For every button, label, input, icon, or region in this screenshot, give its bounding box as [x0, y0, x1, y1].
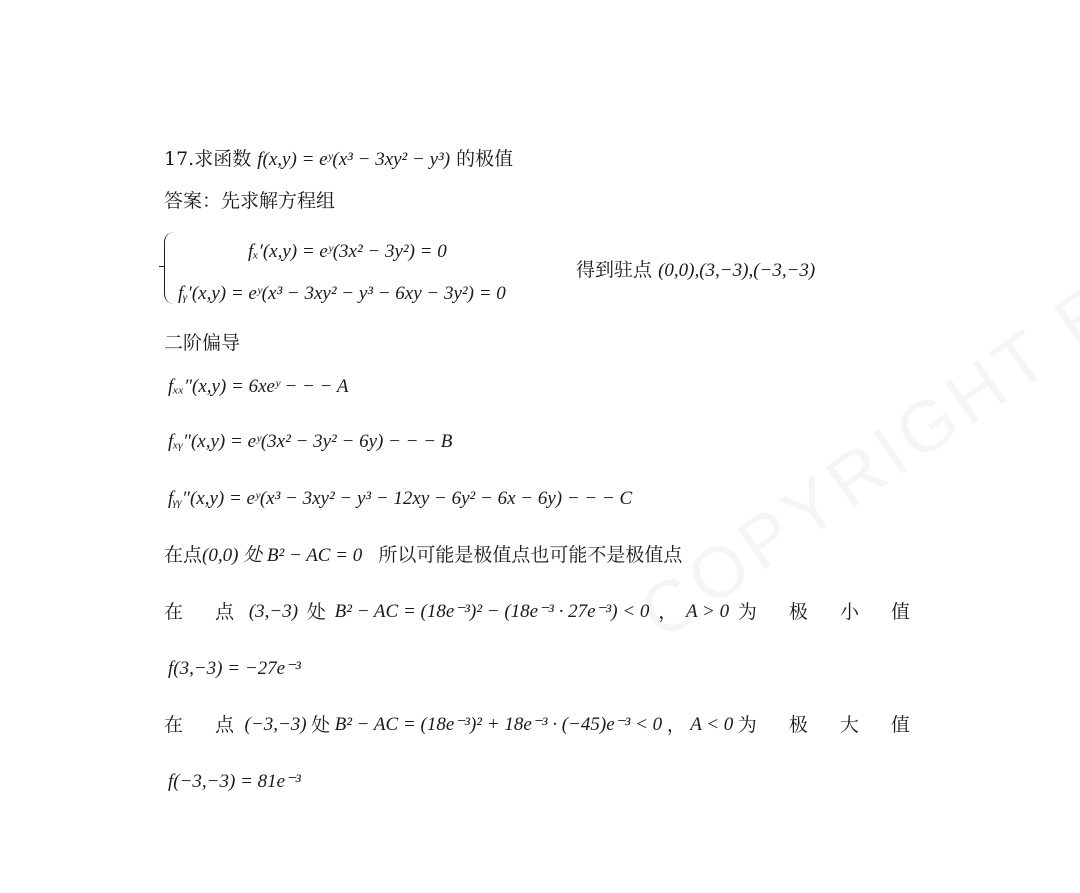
- problem-title-prefix: 17.求函数: [164, 148, 252, 170]
- point1-analysis: [164, 543, 682, 568]
- point3-prefix: 在 点: [164, 714, 241, 736]
- point2-formula: B² − AC = (18e⁻³)² − (18e⁻³ · 27e⁻³) < 0: [334, 601, 650, 622]
- fyy-formula: fᵧᵧ″(x,y) = eʸ(x³ − 3xy² − y³ − 12xy − 6y² − 6x − 6y) − − − C: [168, 488, 633, 509]
- point3-value: f(−3,−3) = 81e⁻³: [168, 771, 301, 792]
- point2-sign: A > 0: [685, 601, 730, 622]
- stationary-points: [576, 258, 815, 283]
- point3-sign: A < 0: [690, 714, 734, 735]
- problem-title: [164, 147, 513, 172]
- point3-analysis: [164, 713, 916, 737]
- point1-formula: (0,0) 处 B² − AC = 0: [202, 545, 363, 566]
- point3-where: 处: [311, 714, 331, 736]
- fxx-formula: fₓₓ″(x,y) = 6xeʸ − − − A: [168, 376, 349, 397]
- point2-where: 处: [306, 601, 326, 623]
- problem-title-formula: f(x,y) = eʸ(x³ − 3xy² − y³): [257, 149, 451, 170]
- system-brace: [164, 232, 177, 304]
- point2-analysis: [164, 600, 916, 624]
- point2-sep: ，: [658, 601, 678, 623]
- point3-conclusion: 为 极 大 值: [737, 714, 916, 736]
- second-partials-heading: 二阶偏导: [164, 332, 241, 354]
- watermark: [625, 27, 1080, 656]
- problem-title-suffix: 的极值: [456, 148, 514, 170]
- point2-conclusion: 为 极 小 值: [737, 601, 916, 623]
- point3-formula: B² − AC = (18e⁻³)² + 18e⁻³ · (−45)e⁻³ < 0: [334, 714, 663, 735]
- system-equation-1: fₓ′(x,y) = eʸ(3x² − 3y²) = 0: [248, 241, 447, 262]
- point3-sep: ，: [666, 714, 686, 736]
- answer-intro: 答案：先求解方程组: [164, 190, 336, 212]
- fxy-formula: fₓᵧ″(x,y) = eʸ(3x² − 3y² − 6y) − − − B: [168, 431, 453, 452]
- point2-prefix: 在 点: [164, 601, 241, 623]
- point2-point: (3,−3): [248, 601, 299, 622]
- stationary-text: 得到驻点: [576, 259, 653, 281]
- system-equation-2: fᵧ′(x,y) = eʸ(x³ − 3xy² − y³ − 6xy − 3y²) = 0: [178, 283, 506, 304]
- stationary-points-list: (0,0),(3,−3),(−3,−3): [658, 260, 816, 281]
- point2-value: f(3,−3) = −27e⁻³: [168, 658, 301, 679]
- point3-point: (−3,−3): [244, 714, 307, 735]
- point1-conclusion: 所以可能是极值点也可能不是极值点: [378, 544, 683, 566]
- point1-prefix: 在点: [164, 544, 203, 566]
